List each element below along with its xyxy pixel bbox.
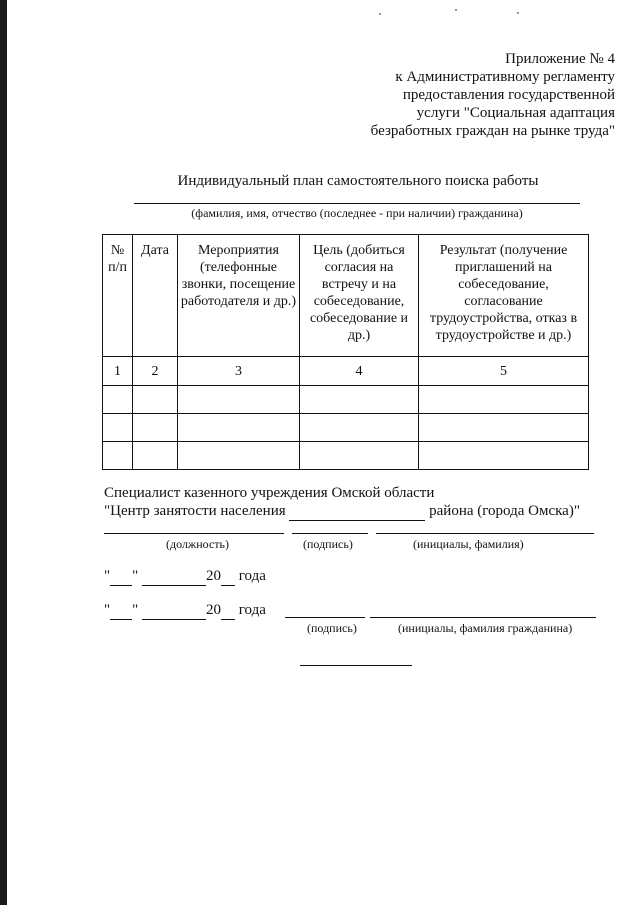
column-number: 5 xyxy=(419,357,589,386)
citizen-signature-line[interactable] xyxy=(285,617,365,618)
table-cell[interactable] xyxy=(419,442,589,470)
column-numbers-row xyxy=(103,357,589,386)
table-cell[interactable] xyxy=(178,386,300,414)
appendix-number: Приложение № 4 xyxy=(505,51,615,67)
table-cell[interactable] xyxy=(133,414,178,442)
table-cell[interactable] xyxy=(419,414,589,442)
table-cell[interactable] xyxy=(133,386,178,414)
table-cell[interactable] xyxy=(419,386,589,414)
specialist-line: Специалист казенного учреждения Омской области xyxy=(104,485,435,501)
century: 20 xyxy=(206,568,221,584)
scan-speck xyxy=(455,9,457,11)
employment-center-suffix: района (города Омска)" xyxy=(429,503,580,519)
scan-speck xyxy=(517,12,519,14)
table-cell[interactable] xyxy=(300,414,419,442)
position-line[interactable] xyxy=(104,533,284,534)
citizen-initials-line[interactable] xyxy=(370,617,596,618)
month-blank[interactable] xyxy=(142,568,206,586)
job-search-plan-table xyxy=(102,234,589,470)
year-word: года xyxy=(238,568,266,584)
appendix-line: предоставления государственной xyxy=(402,87,615,103)
day-blank[interactable] xyxy=(110,602,132,620)
table-cell[interactable] xyxy=(103,414,133,442)
table-row xyxy=(103,442,589,470)
column-number: 3 xyxy=(178,357,300,386)
employment-center-line xyxy=(104,502,580,521)
table-cell[interactable] xyxy=(300,442,419,470)
column-number: 4 xyxy=(300,357,419,386)
table-cell[interactable] xyxy=(178,442,300,470)
column-number: 2 xyxy=(133,357,178,386)
year-blank[interactable] xyxy=(221,568,235,586)
specialist-block xyxy=(104,484,580,521)
appendix-header xyxy=(371,50,615,140)
appendix-line: к Административному регламенту xyxy=(395,69,615,85)
initials-line[interactable] xyxy=(376,533,594,534)
scan-edge xyxy=(0,0,7,905)
quote-close: " xyxy=(132,602,139,618)
column-number: 1 xyxy=(103,357,133,386)
scan-speck xyxy=(379,13,381,15)
table-cell[interactable] xyxy=(103,386,133,414)
employment-center-prefix: "Центр занятости населения xyxy=(104,503,286,519)
citizen-initials-caption: (инициалы, фамилия гражданина) xyxy=(398,621,573,635)
century: 20 xyxy=(206,602,221,618)
year-word: года xyxy=(238,602,266,618)
header-goal: Цель (добиться согласия на встречу и на собеседование, собеседование и др.) xyxy=(300,235,419,357)
quote-open: " xyxy=(104,568,111,584)
header-date: Дата xyxy=(133,235,178,357)
appendix-line: услуги "Социальная адаптация xyxy=(416,105,615,121)
table-cell[interactable] xyxy=(103,442,133,470)
quote-close: " xyxy=(132,568,139,584)
quote-open: " xyxy=(104,602,111,618)
district-blank[interactable] xyxy=(289,502,425,521)
initials-caption: (инициалы, фамилия) xyxy=(413,537,524,551)
header-result: Результат (получение приглашений на собеседование, согласование трудоустройства, отказ в трудоустройстве и др.) xyxy=(419,235,589,357)
table-cell[interactable] xyxy=(300,386,419,414)
appendix-line: безработных граждан на рынке труда" xyxy=(370,123,615,139)
position-caption: (должность) xyxy=(166,537,229,551)
plan-title: Индивидуальный план самостоятельного поиска работы xyxy=(177,173,539,189)
closing-line xyxy=(300,665,412,666)
month-blank[interactable] xyxy=(142,602,206,620)
citizen-name-caption: (фамилия, имя, отчество (последнее - при наличии) гражданина) xyxy=(191,206,523,220)
date-line-specialist xyxy=(104,568,266,586)
header-activities: Мероприятия (телефонные звонки, посещение работодателя и др.) xyxy=(178,235,300,357)
signature-caption: (подпись) xyxy=(303,537,353,551)
table-header-row xyxy=(103,235,589,357)
table-cell[interactable] xyxy=(133,442,178,470)
table-row xyxy=(103,386,589,414)
table-row xyxy=(103,414,589,442)
citizen-name-line[interactable] xyxy=(134,203,580,204)
table-cell[interactable] xyxy=(178,414,300,442)
header-number: № п/п xyxy=(103,235,133,357)
day-blank[interactable] xyxy=(110,568,132,586)
citizen-signature-caption: (подпись) xyxy=(307,621,357,635)
signature-line[interactable] xyxy=(292,533,368,534)
year-blank[interactable] xyxy=(221,602,235,620)
date-line-citizen xyxy=(104,602,266,620)
